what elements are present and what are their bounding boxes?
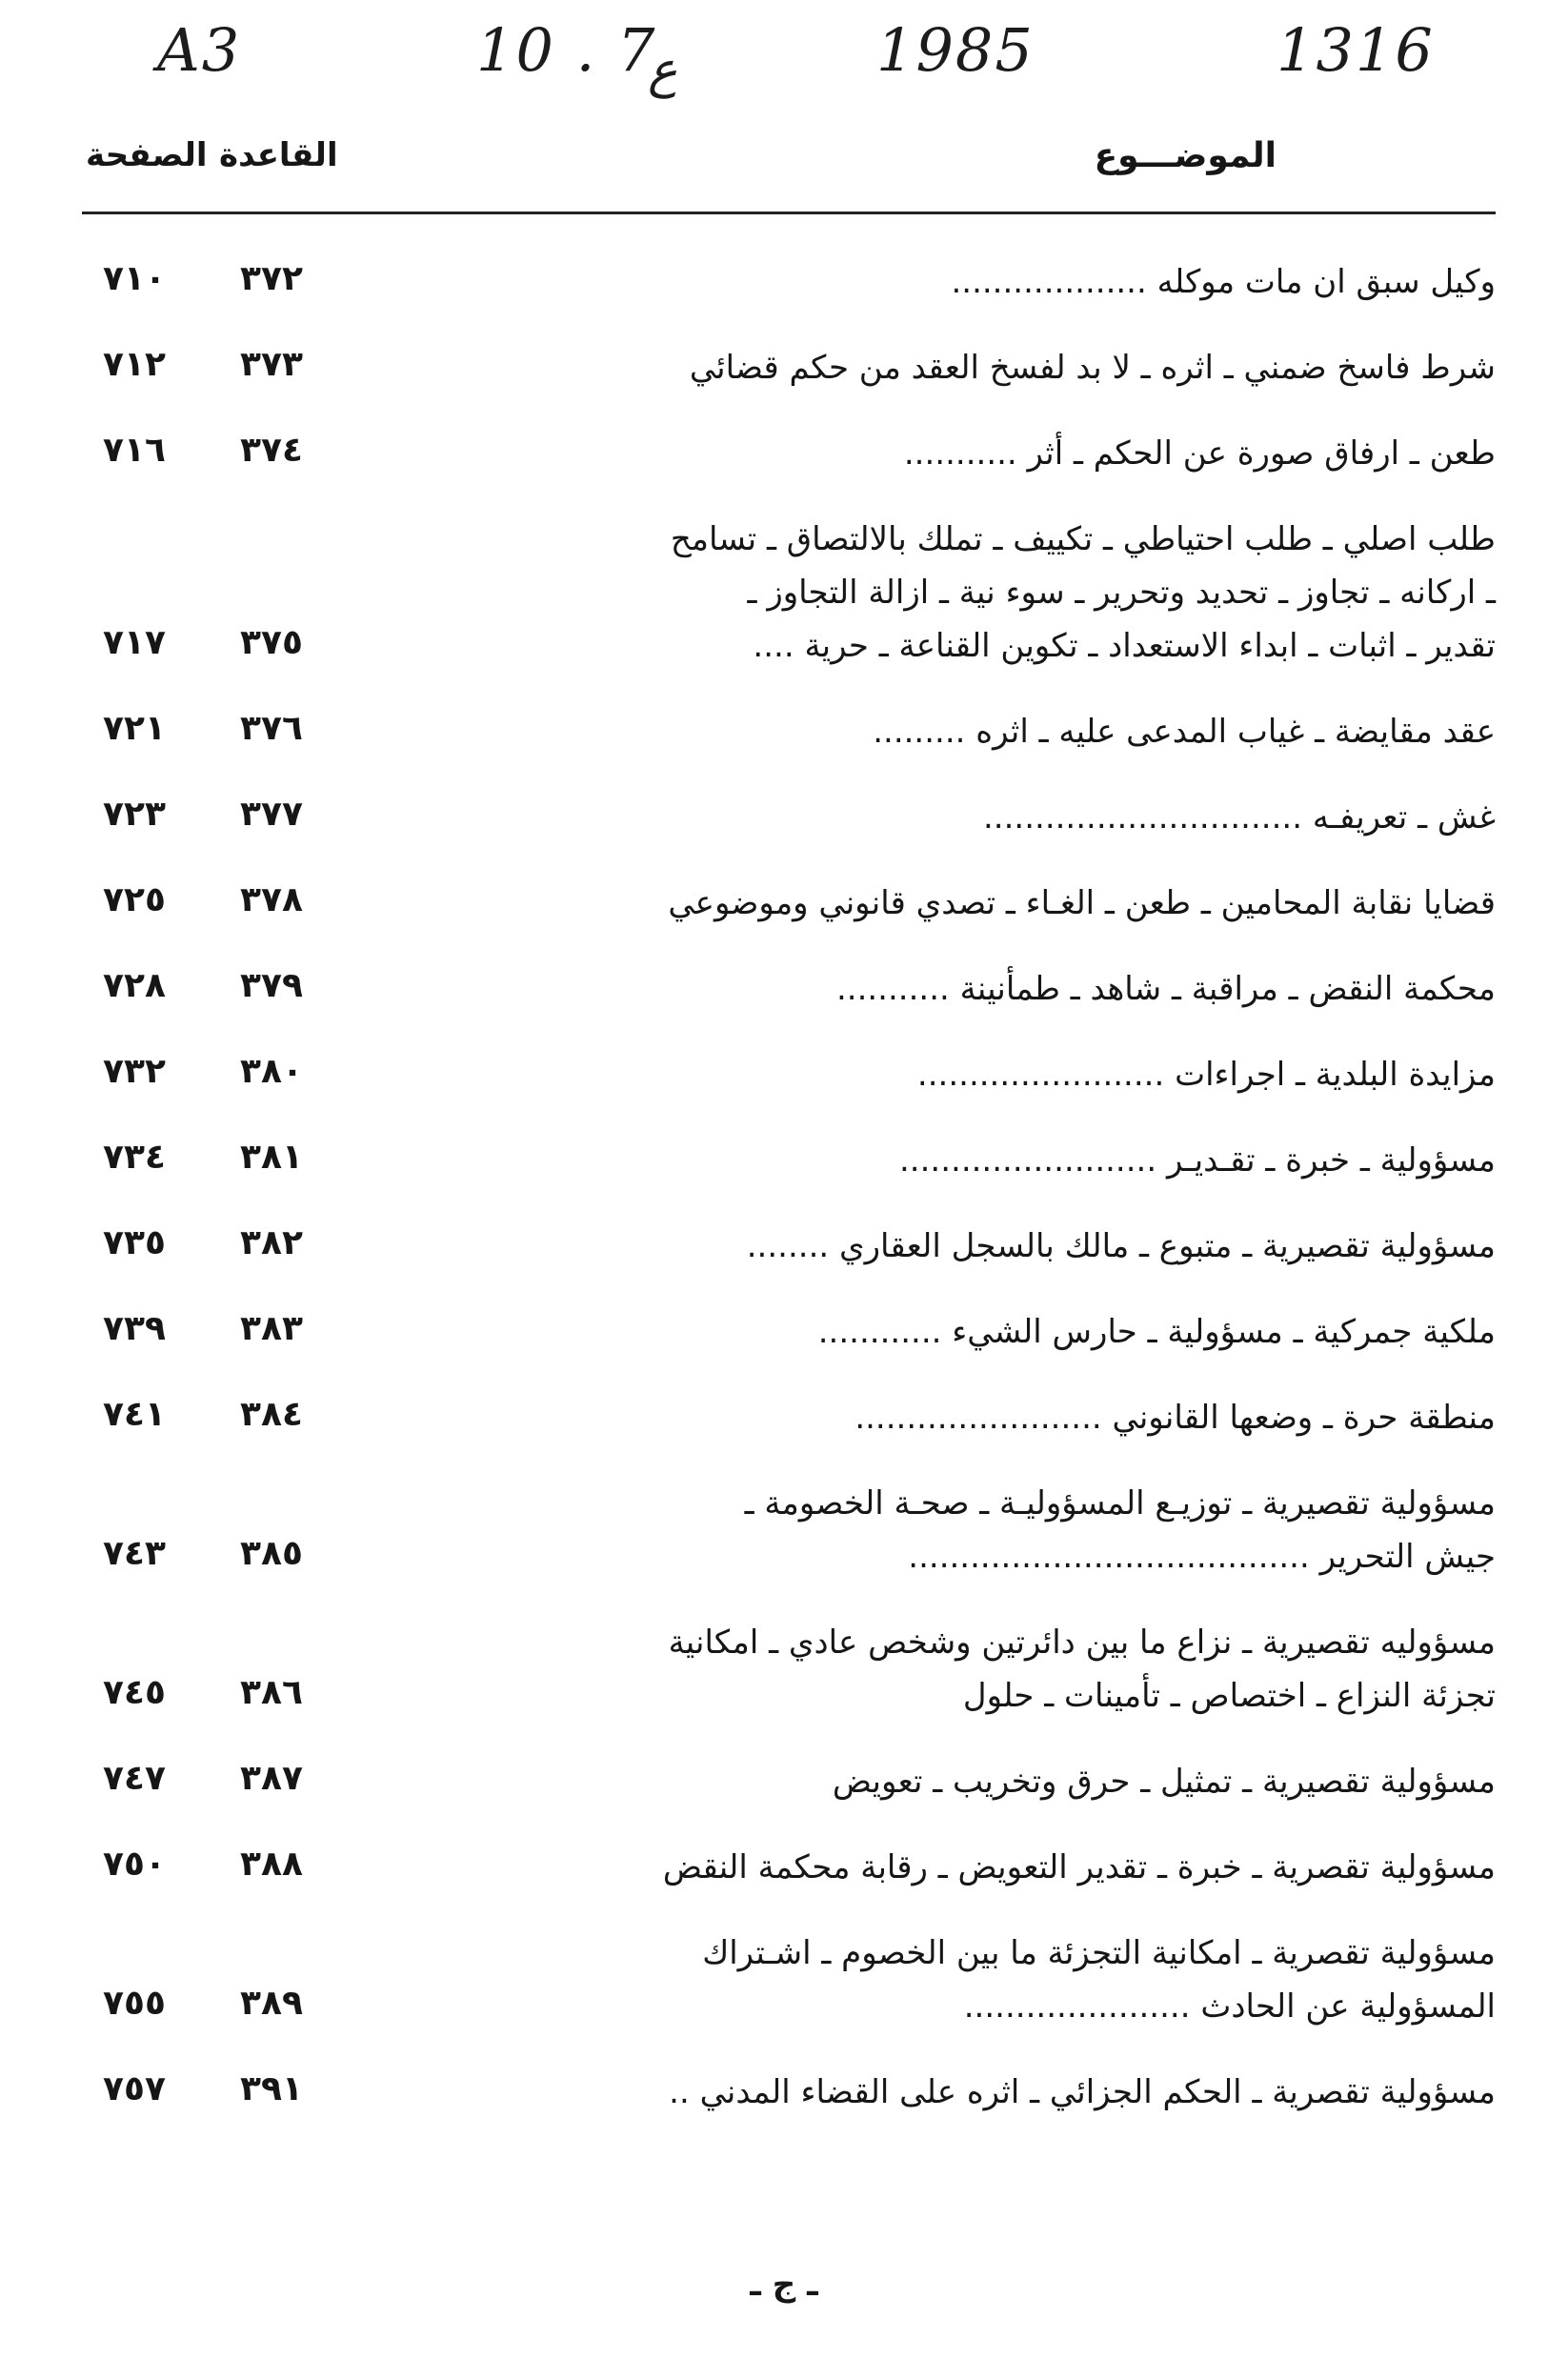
entry-page-number: ٧٣٤ [103,1138,166,1177]
entry-subject [352,877,1496,930]
entry-subject [352,513,1496,673]
entry-subject-line: مسؤولية تقصيرية ـ متبوع ـ مالك بالسجل العقاري ........ [746,1227,1496,1265]
entry-subject [352,1616,1496,1723]
entry-page-number: ٧٣٢ [103,1052,166,1091]
entry-subject-line: مسؤولية ـ خبرة ـ تقـديـر ......................... [898,1141,1496,1180]
entry-rule-number: ٣٧٨ [240,880,303,919]
index-entry [76,341,1505,394]
entry-subject [352,1220,1496,1273]
entry-subject [352,1926,1496,2033]
entry-subject-line: عقد مقايضة ـ غياب المدعى عليه ـ اثره ......... [873,713,1496,751]
entry-subject [352,427,1496,480]
index-entry [76,255,1505,309]
entry-rule-number: ٣٧٣ [240,345,303,384]
entry-subject-line: طلب اصلي ـ طلب احتياطي ـ تكييف ـ تملك بالالتصاق ـ تسامح [670,520,1496,558]
entry-page-number: ٧٤٥ [103,1673,166,1712]
entry-subject-line: مزايدة البلدية ـ اجراءات ........................ [916,1056,1496,1094]
index-entry [76,962,1505,1016]
entry-page-number: ٧٣٩ [103,1309,166,1348]
entry-subject [352,2066,1496,2119]
entry-rule-number: ٣٨٥ [240,1534,303,1573]
entry-subject-line: مسؤولية تقصرية ـ الحكم الجزائي ـ اثره على القضاء المدني .. [669,2073,1496,2111]
entry-rule-number: ٣٨٢ [240,1223,303,1262]
entry-rule-number: ٣٨٨ [240,1845,303,1884]
entry-subject-line: مسؤولية تقصيرية ـ تمثيل ـ حرق وتخريب ـ تعويض [832,1763,1496,1801]
header-rule-label: القاعدة [219,136,338,174]
index-entry [76,791,1505,844]
entry-rule-number: ٣٧٥ [240,623,303,662]
index-entry [76,1755,1505,1808]
index-entry [76,1391,1505,1444]
index-entry [76,427,1505,480]
index-entry [76,1134,1505,1187]
index-entry [76,1926,1505,2033]
entry-rule-number: ٣٧٢ [240,259,303,298]
index-entry [76,1305,1505,1359]
entry-subject-line: تقدير ـ اثبات ـ ابداء الاستعداد ـ تكوين القناعة ـ حرية .... [753,627,1496,665]
entry-subject-line: منطقة حرة ـ وضعها القانوني ........................ [854,1399,1496,1437]
entry-subject [352,1841,1496,1894]
entry-rule-number: ٣٧٤ [240,431,303,470]
header-subject-label: الموضـــوع [1094,136,1277,175]
entry-subject [352,1391,1496,1444]
page-marker: ـ ج ـ [750,2266,818,2304]
index-entry [76,2066,1505,2119]
entry-rule-number: ٣٧٦ [240,709,303,748]
index-entry [76,1616,1505,1723]
handwritten-year: 1985 [876,15,1035,85]
entry-subject-line: مسؤولية تقصرية ـ خبرة ـ تقدير التعويض ـ رقابة محكمة النقض [662,1848,1496,1886]
entry-subject [352,1755,1496,1808]
index-entry [76,1220,1505,1273]
header-divider [82,212,1496,214]
index-header [76,129,1496,186]
entry-subject-line: شرط فاسخ ضمني ـ اثره ـ لا بد لفسخ العقد من حكم قضائي [689,349,1496,387]
entry-subject-line: طعن ـ ارفاق صورة عن الحكم ـ أثر ........... [903,434,1496,473]
entry-rule-number: ٣٧٧ [240,795,303,834]
entry-subject-line: مسؤولية تقصيرية ـ توزيـع المسؤوليـة ـ صحـة الخصومة ـ [744,1484,1496,1523]
entry-page-number: ٧٥٠ [103,1845,166,1884]
index-entry [76,705,1505,758]
entry-page-number: ٧٣٥ [103,1223,166,1262]
entry-page-number: ٧١٢ [103,345,166,384]
header-page-label: الصفحة [86,136,208,174]
index-entry [76,513,1505,673]
entry-page-number: ٧٢١ [103,709,166,748]
entry-subject-line: ملكية جمركية ـ مسؤولية ـ حارس الشيء ............ [817,1313,1496,1351]
entry-subject-line: غش ـ تعريفـه ............................... [982,798,1496,837]
entry-rule-number: ٣٨٠ [240,1052,303,1091]
entry-page-number: ٧٥٥ [103,1984,166,2023]
entry-subject-line: تجزئة النزاع ـ اختصاص ـ تأمينات ـ حلول [962,1677,1496,1715]
entry-subject [352,791,1496,844]
handwritten-ref: 1316 [1277,15,1435,85]
entry-subject-line: وكيل سبق ان مات موكله ................... [951,263,1496,301]
entry-subject-line: مسؤولية تقصرية ـ امكانية التجزئة ما بين الخصوم ـ اشـتراك [702,1934,1496,1972]
entry-subject [352,962,1496,1016]
entry-rule-number: ٣٧٩ [240,966,303,1005]
entry-rule-number: ٣٨٩ [240,1984,303,2023]
index-entry [76,1048,1505,1101]
entry-subject-line: ـ اركانه ـ تجاوز ـ تحديد وتحرير ـ سوء نية ـ ازالة التجاوز ـ [747,574,1496,612]
entry-page-number: ٧٥٧ [103,2069,166,2108]
entry-page-number: ٧١٦ [103,431,166,470]
entry-rule-number: ٣٨١ [240,1138,303,1177]
entry-subject-line: جيش التحرير ....................................... [908,1538,1496,1576]
entry-subject-line: قضايا نقابة المحامين ـ طعن ـ الغـاء ـ تصدي قانوني وموضوعي [668,884,1496,922]
entry-page-number: ٧٤٣ [103,1534,166,1573]
entry-rule-number: ٣٩١ [240,2069,303,2108]
index-entry [76,1841,1505,1894]
handwritten-number: 10 . 7 [476,15,657,85]
entry-subject [352,1134,1496,1187]
entry-page-number: ٧٢٣ [103,795,166,834]
handwritten-letter: ع [648,42,678,99]
index-entry [76,877,1505,930]
entry-subject [352,1477,1496,1583]
handwritten-code: A3 [157,15,242,85]
index-entry [76,1477,1505,1583]
entry-subject [352,1305,1496,1359]
entry-page-number: ٧١٧ [103,623,166,662]
entry-page-number: ٧١٠ [103,259,166,298]
entry-subject-line: المسؤولية عن الحادث ...................... [963,1987,1496,2026]
entry-page-number: ٧٢٥ [103,880,166,919]
entry-page-number: ٧٤٧ [103,1759,166,1798]
entry-rule-number: ٣٨٤ [240,1395,303,1434]
entry-subject [352,341,1496,394]
entry-subject [352,705,1496,758]
entry-subject [352,1048,1496,1101]
entry-page-number: ٧٤١ [103,1395,166,1434]
entry-rule-number: ٣٨٦ [240,1673,303,1712]
entry-subject-line: محكمة النقض ـ مراقبة ـ شاهد ـ طمأنينة ........... [835,970,1496,1008]
entry-subject-line: مسؤوليه تقصيرية ـ نزاع ما بين دائرتين وشخص عادي ـ امكانية [668,1624,1496,1662]
entry-subject [352,255,1496,309]
entry-rule-number: ٣٨٧ [240,1759,303,1798]
entry-page-number: ٧٢٨ [103,966,166,1005]
entry-rule-number: ٣٨٣ [240,1309,303,1348]
